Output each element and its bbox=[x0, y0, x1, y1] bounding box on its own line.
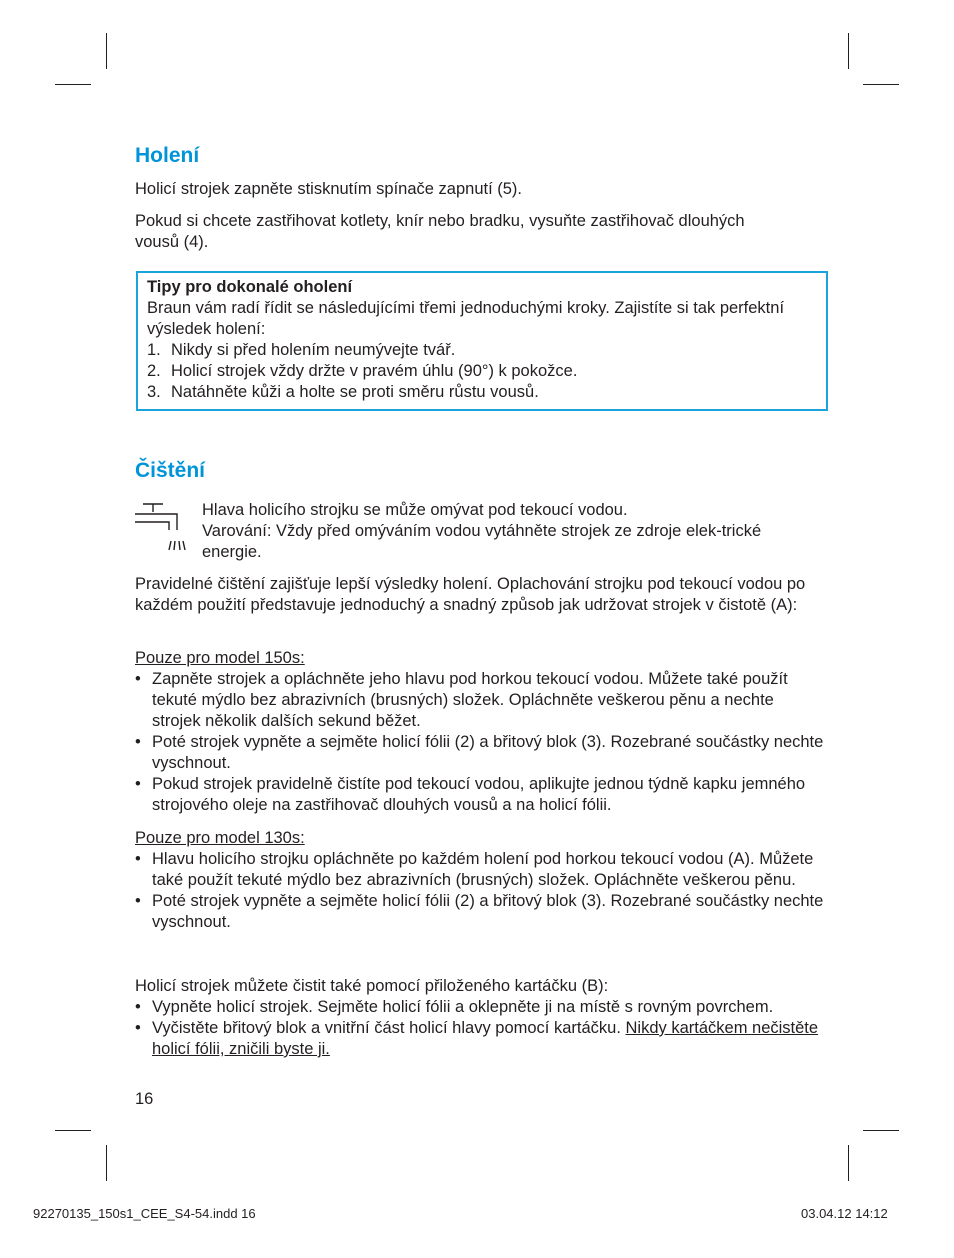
list-item: • Vyčistěte břitový blok a vnitřní část holicí hlavy pomocí kartáčku. Nikdy kartáčkem nečistěte holicí fólii, zničili byste ji. bbox=[135, 1019, 819, 1058]
tips-box bbox=[136, 271, 828, 411]
brush-list bbox=[135, 997, 825, 1060]
list-item: • Zapněte strojek a opláchněte jeho hlavu pod horkou tekoucí vodou. Můžete také použít tekuté mýdlo bez abrazivních (brusných) složek. Opláchněte veškerou pěnu a nechte strojek několik dalších sekund běžet. bbox=[135, 670, 788, 730]
water-note: Hlava holicího strojku se může omývat pod tekoucí vodou. Varování: Vždy před omýváním vodou vytáhněte strojek ze zdroje elek-trické energie. bbox=[202, 501, 762, 561]
model-130-block bbox=[135, 828, 825, 933]
list-item: • Pokud strojek pravidelně čistíte pod tekoucí vodou, aplikujte jednou týdně kapku jemného strojového oleje na zastřihovač dlouhých vousů a na holicí fólii. bbox=[135, 775, 806, 814]
tips-list bbox=[147, 340, 818, 403]
crop-mark bbox=[106, 1145, 107, 1181]
footer-file: 92270135_150s1_CEE_S4-54.indd 16 bbox=[33, 1206, 256, 1221]
crop-mark bbox=[55, 1130, 91, 1131]
brush-intro: Holicí strojek můžete čistit také pomocí přiloženého kartáčku (B): bbox=[135, 977, 609, 995]
crop-mark bbox=[106, 33, 107, 69]
section-heading-cleaning: Čištění bbox=[135, 459, 206, 482]
footer-date: 03.04.12 14:12 bbox=[801, 1206, 888, 1221]
list-item: • Poté strojek vypněte a sejměte holicí fólii (2) a břitový blok (3). Rozebrané součástky nechte vyschnout. bbox=[135, 733, 824, 772]
faucet-icon bbox=[133, 502, 193, 554]
shaving-paragraph-1: Holicí strojek zapněte stisknutím spínače zapnutí (5). bbox=[135, 180, 523, 198]
model-130-list bbox=[135, 849, 825, 933]
list-item: • Vypněte holicí strojek. Sejměte holicí fólii a oklepněte ji na místě s rovným povrchem. bbox=[135, 998, 774, 1016]
model-130-label: Pouze pro model 130s: bbox=[135, 829, 305, 847]
section-heading-shaving: Holení bbox=[135, 144, 200, 167]
tips-intro: Braun vám radí řídit se následujícími třemi jednoduchými kroky. Zajistíte si tak perfektní výsledek holení: bbox=[147, 299, 785, 338]
crop-mark bbox=[863, 1130, 899, 1131]
crop-mark bbox=[863, 84, 899, 85]
model-150-list bbox=[135, 669, 825, 816]
crop-mark bbox=[848, 1145, 849, 1181]
crop-mark bbox=[848, 33, 849, 69]
crop-mark bbox=[55, 84, 91, 85]
list-item: • Hlavu holicího strojku opláchněte po každém holení pod horkou tekoucí vodou (A). Můžete také použít tekuté mýdlo bez abrazivních (brusných) složek. Opláchněte veškerou pěnu. bbox=[135, 850, 814, 889]
brush-block bbox=[135, 976, 825, 1060]
page-number: 16 bbox=[135, 1090, 154, 1108]
list-item: 2. Holicí strojek vždy držte v pravém úhlu (90°) k pokožce. bbox=[147, 362, 578, 380]
cleaning-intro: Pravidelné čištění zajišťuje lepší výsledky holení. Oplachování strojku pod tekoucí vodou po každém použití představuje jednoduchý a snadný způsob jak udržovat strojek v čistotě (A): bbox=[135, 575, 806, 614]
list-item: 3. Natáhněte kůži a holte se proti směru růstu vousů. bbox=[147, 383, 539, 401]
tips-title: Tipy pro dokonalé oholení bbox=[147, 278, 353, 296]
model-150-block bbox=[135, 648, 825, 816]
list-item: 1. Nikdy si před holením neumývejte tvář. bbox=[147, 341, 456, 359]
brush-warning: Nikdy kartáčkem nečistěte holicí fólii, zničili byste ji. bbox=[152, 1019, 819, 1058]
shaving-paragraph-2: Pokud si chcete zastřihovat kotlety, knír nebo bradku, vysuňte zastřihovač dlouhých vousů (4). bbox=[135, 212, 745, 251]
model-150-label: Pouze pro model 150s: bbox=[135, 649, 305, 667]
list-item: • Poté strojek vypněte a sejměte holicí fólii (2) a břitový blok (3). Rozebrané součástky nechte vyschnout. bbox=[135, 892, 824, 931]
